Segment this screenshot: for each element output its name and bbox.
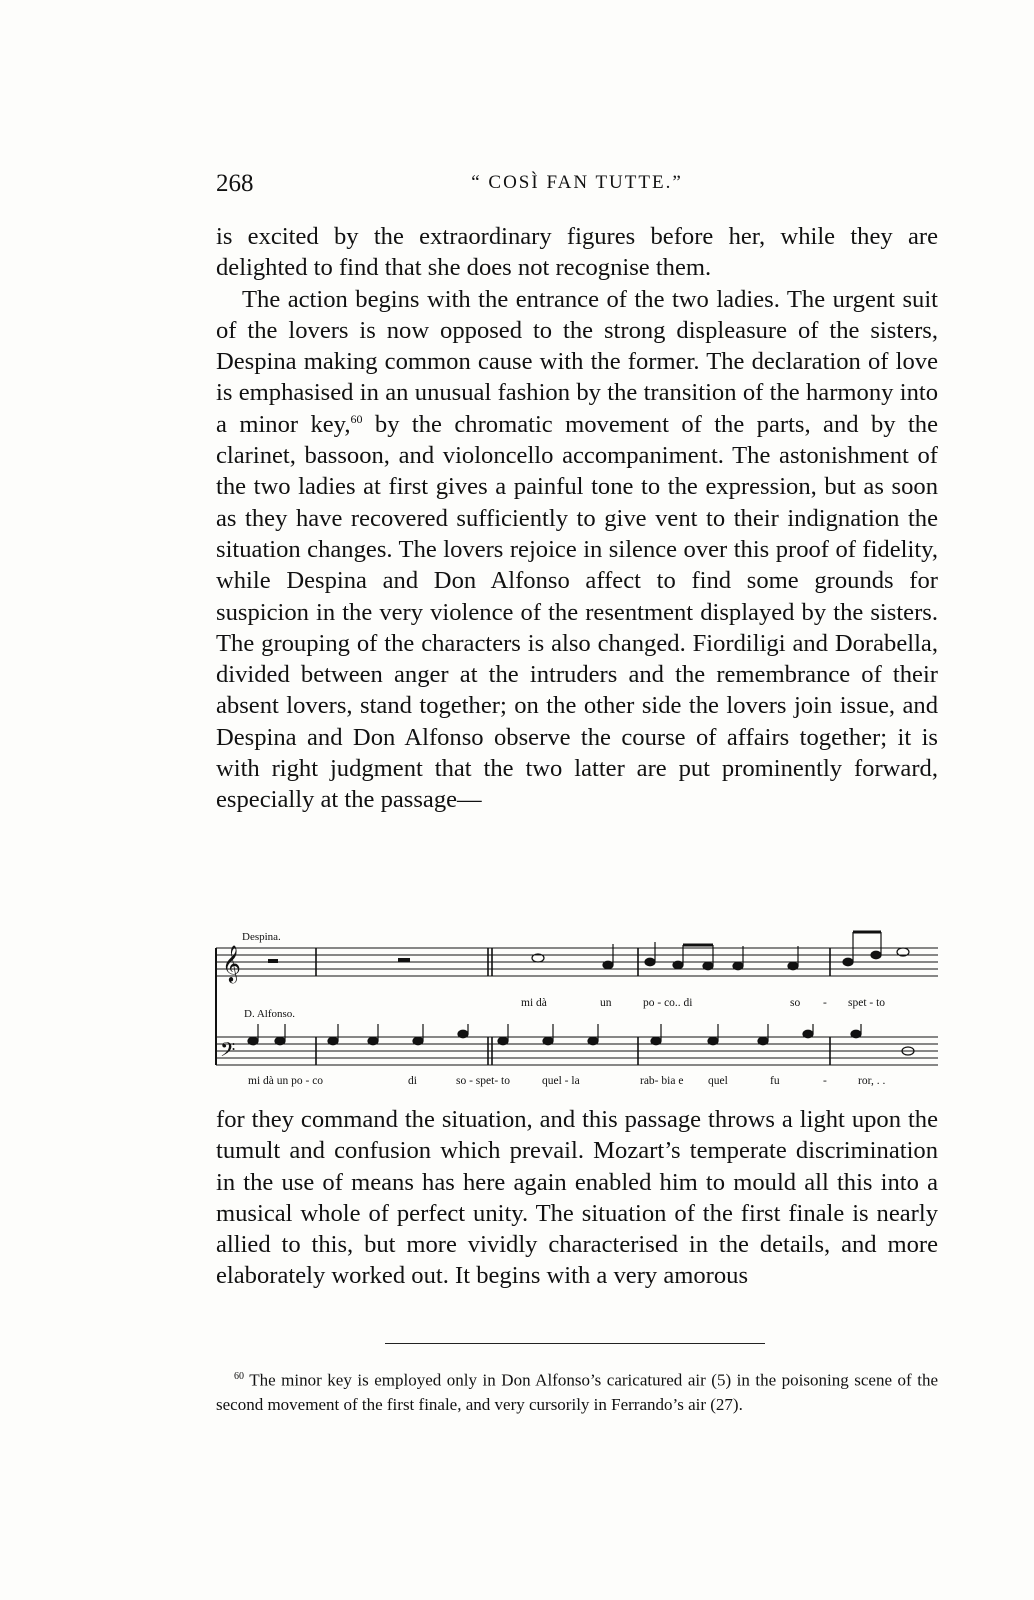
rest-icon [398,958,410,962]
lyric-syllable: quel - la [542,1075,580,1087]
lyric-syllable: mi dà [521,997,547,1009]
running-title: “ COSÌ FAN TUTTE.” [471,172,683,193]
lyric-syllable: fu [770,1075,780,1087]
footnote-reference: 60 [350,411,363,426]
body-text-top [216,221,938,816]
page-number: 268 [216,170,254,197]
voice-2-lyrics [248,1075,885,1087]
voice-1-label: Despina. [242,931,281,943]
treble-clef-icon: 𝄞 [222,944,241,982]
lyric-syllable: so - spet- to [456,1075,510,1087]
music-example [208,920,943,1090]
footnote-marker: 60 [234,1371,244,1382]
paragraph-1: is excited by the extraordinary figures before her, while they are delighted to find that she does not recognise them. [216,223,938,282]
running-head [216,170,938,200]
lyric-syllable: - [823,1075,827,1087]
bass-clef-icon: 𝄢 [220,1038,236,1066]
body-text-bottom [216,1104,938,1292]
lyric-syllable: un [600,997,612,1009]
paragraph-2-part-a: The action begins with the entrance of the two ladies. The urgent suit of the lovers is now opposed to the strong displeasure of the sisters, Despina making common cause with the former. The declaration of love is emphasised in an unusual fashion by the transition of the harmony into a minor key, [216,285,938,438]
rest-icon [268,959,278,963]
footnote-text: The minor key is employed only in Don Alfonso’s caricatured air (5) in the poisoning scene of the second movement of the first finale, and very cursorily in Ferrando’s air (27). [216,1370,938,1414]
voice-1-lyrics [521,997,885,1009]
treble-notes [532,932,909,970]
barlines [316,948,830,1065]
footnote [216,1365,938,1417]
lyric-syllable: rab- bia e [640,1075,684,1087]
paragraph-2-part-b: by the chromatic movement of the parts, and by the clarinet, bassoon, and violoncello accompaniment. The astonishment of the two ladies at first gives a painful tone to the expression, but as soon as they have recovered sufficiently to give vent to their indignation the situation changes. The lovers rejoice in silence over this proof of fidelity, while Despina and Don Alfonso affect to find some grounds for suspicion in the very violence of the resentment displayed by the sisters. The grouping of the characters is also changed. Fiordiligi and Dorabella, divided between anger at the intruders and the remembrance of their absent lovers, stand together; on the other side the lovers join issue, and Despina and Don Alfonso observe the course of affairs together; it is with right judgment that the two latter are put prominently forward, especially at the passage— [216,410,938,814]
lyric-syllable: spet - to [848,997,886,1009]
lyric-syllable: ror, . . [858,1075,886,1087]
lyric-syllable: quel [708,1075,728,1087]
voice-2-label: D. Alfonso. [244,1008,296,1020]
bass-notes [248,1024,914,1055]
lyric-syllable: - [823,997,827,1009]
lyric-syllable: so [790,997,801,1009]
lyric-syllable: po - co.. di [643,997,693,1009]
paragraph-2 [216,284,938,816]
lyric-syllable: mi dà un po - co [248,1075,324,1087]
footnote-divider [385,1343,765,1344]
paragraph-3: for they command the situation, and this passage throws a light upon the tumult and confusion which prevail. Mozart’s temperate discrimination in the use of means has here again enabled him to mould all this into a musical whole of perfect unity. The situation of the first finale is nearly allied to this, but more vividly characterised in the details, and more elaborately worked out. It begins with a very amorous [216,1106,938,1290]
lyric-syllable: di [408,1075,417,1087]
